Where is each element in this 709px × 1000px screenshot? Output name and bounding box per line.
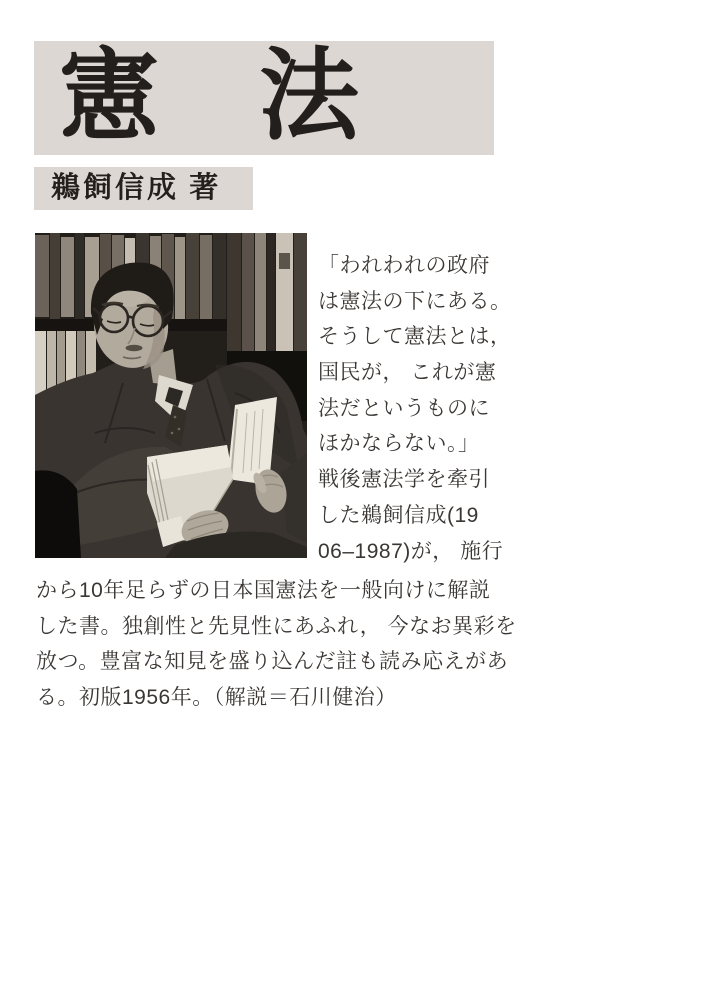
author-banner — [34, 167, 253, 210]
title-banner — [34, 41, 494, 155]
quote-line: 国民が， これが憲 — [318, 361, 497, 385]
description-line: 放つ。豊富な知見を盛り込んだ註も読み応えがあ — [36, 650, 509, 674]
author-name: 鵜飼信成 著 — [51, 172, 222, 204]
quote-line: 戦後憲法学を牽引 — [318, 468, 490, 492]
description-paragraph — [36, 573, 517, 715]
quote-line: した鵜飼信成(19 — [318, 503, 479, 527]
portrait-photo — [35, 233, 307, 558]
quote-line: ほかならない。」 — [318, 432, 480, 456]
book-title: 憲 法 — [59, 41, 359, 152]
quote-column — [318, 248, 512, 569]
description-line: した書。独創性と先見性にあふれ， 今なお異彩を — [36, 614, 517, 638]
quote-line: は憲法の下にある。 — [318, 289, 512, 313]
quote-line: 法だというものに — [318, 396, 490, 420]
quote-line: 「われわれの政府 — [318, 254, 490, 277]
mustache — [126, 345, 143, 351]
description-line: る。初版1956年。（解説＝石川健治） — [36, 685, 397, 709]
quote-line: そうして憲法とは， — [318, 325, 512, 349]
description-line: から10年足らずの日本国憲法を一般向けに解説 — [36, 579, 491, 602]
quote-line: 06–1987)が， 施行 — [318, 539, 504, 563]
portrait-photo-illustration — [35, 233, 307, 558]
